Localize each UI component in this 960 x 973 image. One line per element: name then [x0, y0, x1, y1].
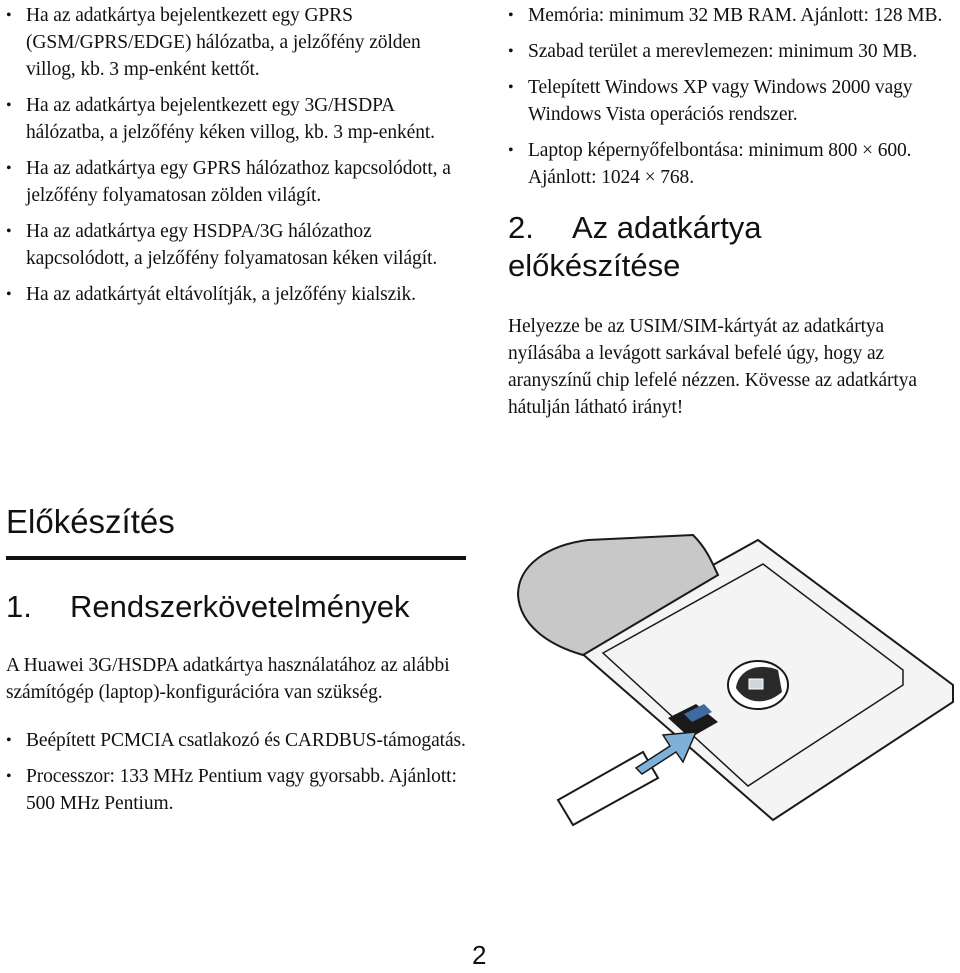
requirements-number: 1. — [6, 589, 32, 624]
requirements-intro: A Huawei 3G/HSDPA adatkártya használatához az alábbi számítógép (laptop)-konfigurációra van szükség. — [6, 655, 450, 703]
list-item: • Ha az adatkártya egy GPRS hálózathoz kapcsolódott, a jelzőfény folyamatosan zölden világít. — [6, 155, 468, 209]
list-item: • Ha az adatkártya egy HSDPA/3G hálózathoz kapcsolódott, a jelzőfény folyamatosan kéken világít. — [6, 218, 468, 272]
preparation-number: 2. — [508, 210, 534, 245]
list-item: • Ha az adatkártyát eltávolítják, a jelzőfény kialszik. — [6, 281, 468, 308]
card-illustration — [508, 520, 954, 830]
sim-insertion-figure — [508, 520, 954, 830]
list-item: • Ha az adatkártya bejelentkezett egy GPRS (GSM/GPRS/EDGE) hálózatba, a jelzőfény zölden villog, kb. 3 mp-enként kettőt. — [6, 2, 468, 83]
led-status-list — [6, 0, 468, 308]
preparation-title-line2: előkészítése — [508, 248, 681, 283]
requirements-section — [6, 588, 468, 817]
requirements-title: Rendszerkövetelmények — [70, 589, 410, 624]
page-number: 2 — [472, 940, 487, 970]
preparation-body: Helyezze be az USIM/SIM-kártyát az adatkártya nyílásába a levágott sarkával befelé úgy, hogy az aranyszínű chip lefelé nézzen. Kövesse az adatkártya hátulján látható irányt! — [508, 316, 917, 418]
insert-arrow — [636, 732, 696, 774]
list-item: • Laptop képernyőfelbontása: minimum 800 × 600. Ajánlott: 1024 × 768. — [508, 137, 954, 191]
list-item: • Processzor: 133 MHz Pentium vagy gyorsabb. Ajánlott: 500 MHz Pentium. — [6, 763, 468, 817]
requirements-list — [6, 727, 468, 817]
section-divider — [6, 556, 466, 560]
section-title: Előkészítés — [6, 503, 175, 540]
list-item: • Szabad terület a merevlemezen: minimum 30 MB. — [508, 38, 954, 65]
right-column — [508, 2, 954, 421]
sim-direction-icon — [728, 661, 788, 709]
list-item: • Ha az adatkártya bejelentkezett egy 3G/HSDPA hálózatba, a jelzőfény kéken villog, kb. 3 mp-enként. — [6, 92, 468, 146]
requirements-list-continued — [508, 2, 954, 191]
left-column — [6, 0, 468, 308]
requirements-heading — [6, 588, 468, 626]
preparation-heading — [508, 209, 954, 285]
list-item: • Telepített Windows XP vagy Windows 2000 vagy Windows Vista operációs rendszer. — [508, 74, 954, 128]
list-item: • Beépített PCMCIA csatlakozó és CARDBUS-támogatás. — [6, 727, 468, 754]
preparation-title-line1: Az adatkártya — [572, 210, 762, 245]
list-item: • Memória: minimum 32 MB RAM. Ajánlott: 128 MB. — [508, 2, 954, 29]
